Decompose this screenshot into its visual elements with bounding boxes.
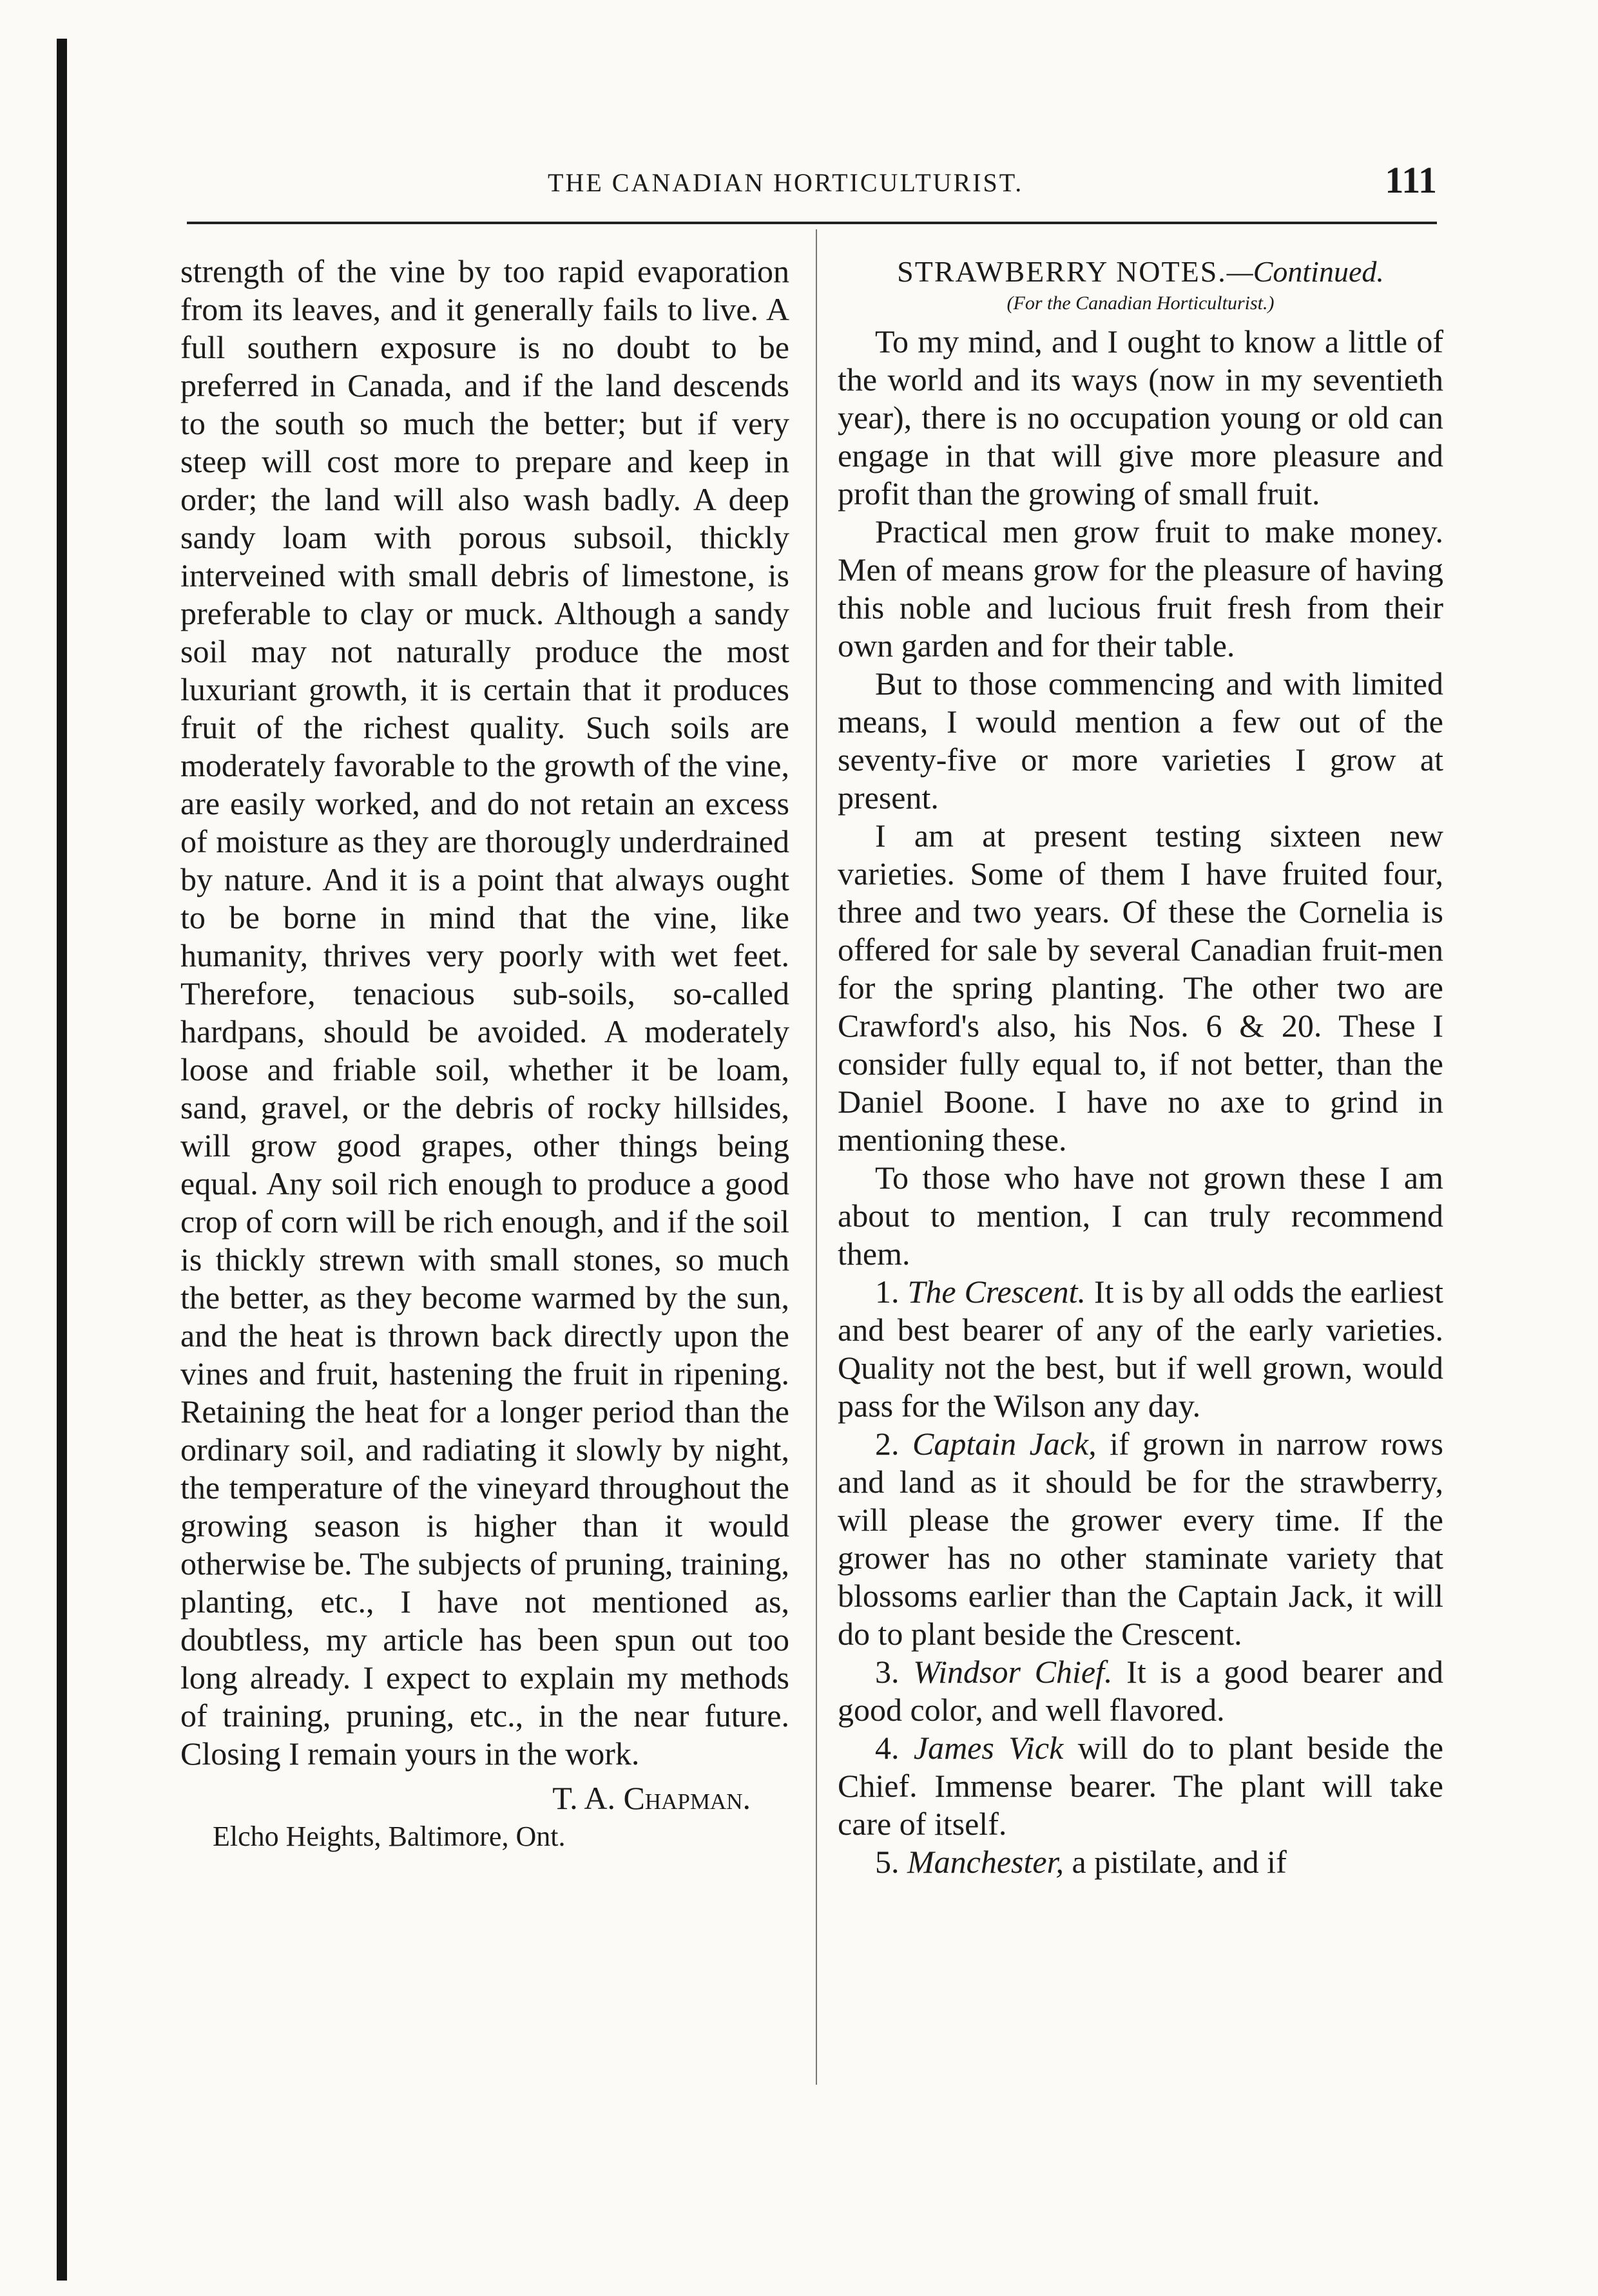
article-body-continued: strength of the vine by too rapid evaporation from its leaves, and it generally fails to live. A full southern exposure is no doubt to be preferred in Canada, and if the land descends to the south so much the better; but if very steep will cost more to prepare and keep in order; the land will also wash badly. A deep sandy loam with porous subsoil, thickly interveined with small debris of limestone, is preferable to clay or muck. Although a sandy soil may not naturally produce the most luxuriant growth, it is certain that it produces fruit of the richest quality. Such soils are moderately favorable to the growth of the vine, are easily worked, and do not retain an excess of moisture as they are thorougly underdrained by nature. And it is a point that always ought to be borne in mind that the vine, like humanity, thrives very poorly with wet feet. Therefore, tenacious sub-soils, so-called hardpans, should be avoided. A moderately loose and friable soil, whether it be loam, sand, gravel, or the debris of rocky hillsides, will grow good grapes, other things being equal. Any soil rich enough to produce a good crop of corn will be rich enough, and if the soil is thickly strewn with small stones, so much the better, as they become warmed by the sun, and the heat is thrown back directly upon the vines and fruit, hastening the fruit in ripening. Retaining the heat for a longer period than the ordinary soil, and radiating it slowly by night, the temperature of the vineyard throughout the growing season is higher than it would otherwise be. The subjects of pruning, training, planting, etc., I have not mentioned as, doubtless, my article has been spun out too long already. I expect to explain my methods of training, pruning, etc., in the near future. Closing I remain yours in the work. xyxy=(180,253,789,1772)
article-byline: (For the Canadian Horticulturist.) xyxy=(1006,292,1275,314)
variety-number: 5. xyxy=(875,1844,900,1880)
variety-entry xyxy=(838,1729,1443,1843)
variety-text: It is a good bearer and good color, and well flavored. xyxy=(838,1654,1444,1728)
running-head: THE CANADIAN HORTICULTURIST. xyxy=(548,168,1024,197)
variety-text: It is by all odds the earliest and best bearer of any of the early varieties. Quality not the best, but if well grown, would pass for the Wilson any day. xyxy=(838,1274,1444,1424)
article-title-continued: —Continued. xyxy=(1226,255,1384,288)
variety-name: James Vick xyxy=(913,1730,1064,1766)
paragraph: But to those commencing and with limited means, I would mention a few out of the seventy-five or more varieties I grow at present. xyxy=(838,665,1443,816)
paragraph: To those who have not grown these I am about to mention, I can truly recommend them. xyxy=(838,1160,1443,1272)
page-header xyxy=(503,158,1437,204)
variety-number: 3. xyxy=(875,1654,900,1690)
paragraph: Practical men grow fruit to make money. Men of means grow for the pleasure of having this noble and lucious fruit fresh from their own garden and for their table. xyxy=(838,513,1443,664)
variety-number: 2. xyxy=(875,1426,900,1462)
variety-number: 4. xyxy=(875,1730,900,1766)
right-column xyxy=(838,253,1443,1881)
variety-entry xyxy=(838,1843,1443,1881)
article-title-text: STRAWBERRY NOTES. xyxy=(897,255,1227,288)
variety-text: will do to plant beside the Chief. Immense bearer. The plant will take care of itself. xyxy=(838,1730,1444,1842)
article-title xyxy=(838,253,1443,291)
variety-name: The Crescent. xyxy=(907,1274,1086,1310)
paragraph: To my mind, and I ought to know a little of the world and its ways (now in my seventieth year), there is no occupation young or old can engage in that will give more pleasure and profit than the growing of small fruit. xyxy=(838,323,1443,512)
variety-text: if grown in narrow rows and land as it should be for the strawberry, will please the grower every time. If the grower has no other staminate variety that blossoms earlier than the Captain Jack, it will do to plant beside the Crescent. xyxy=(838,1426,1444,1652)
variety-text: a pistilate, and if xyxy=(1072,1844,1287,1880)
variety-entry xyxy=(838,1425,1443,1653)
paragraph: I am at present testing sixteen new varieties. Some of them I have fruited four, three and two years. Of these the Cornelia is offered for sale by several Canadian fruit-men for the spring planting. The other two are Crawford's also, his Nos. 6 & 20. These I consider fully equal to, if not better, than the Daniel Boone. I have no axe to grind in mentioning these. xyxy=(838,818,1443,1158)
variety-entry xyxy=(838,1273,1443,1425)
variety-name: Windsor Chief. xyxy=(913,1654,1113,1690)
variety-name: Captain Jack, xyxy=(912,1426,1097,1462)
author-signature: T. A. Chapman. xyxy=(552,1780,751,1816)
page-binding-edge xyxy=(57,39,67,2281)
variety-entry xyxy=(838,1653,1443,1729)
column-divider xyxy=(816,229,817,2085)
variety-number: 1. xyxy=(875,1274,900,1310)
left-column xyxy=(180,253,789,1855)
header-rule xyxy=(187,222,1437,224)
author-address: Elcho Heights, Baltimore, Ont. xyxy=(213,1821,566,1852)
page-number: 111 xyxy=(1385,159,1437,201)
variety-name: Manchester, xyxy=(907,1844,1064,1880)
